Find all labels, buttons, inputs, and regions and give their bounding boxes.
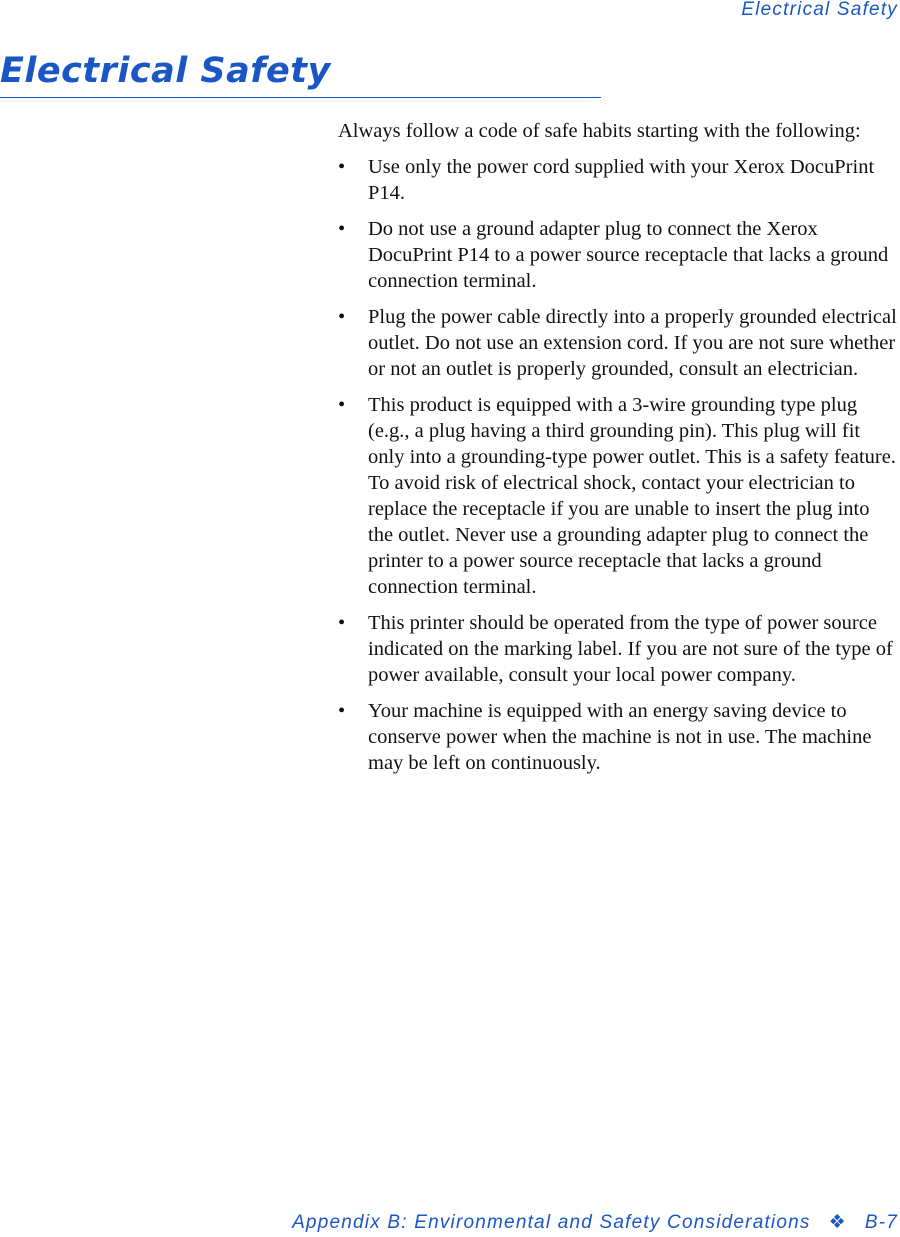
bullet-icon: • [338,612,346,634]
page-number: B-7 [864,1212,898,1233]
list-item-text: This product is equipped with a 3-wire grounding type plug (e.g., a plug having a third grounding pin). This plug will fit only into a grounding-type power outlet. This is a safety feature. To avoid risk of electrical shock, contact your electrician to replace the receptacle if you are unable to insert the plug into the outlet. Never use a grounding adapter plug to connect the printer to a power source receptacle that lacks a ground connection terminal. [368,394,896,598]
footer-section-title: Appendix B: Environmental and Safety Considerations [292,1212,811,1233]
list-item [338,610,898,688]
list-item-text: Use only the power cord supplied with your Xerox DocuPrint P14. [368,156,875,204]
running-header: Electrical Safety [741,0,898,20]
bullet-icon: • [338,218,346,240]
body-content [338,118,898,786]
safety-list [338,154,898,776]
list-item [338,304,898,382]
bullet-icon: • [338,156,346,178]
list-item-text: Your machine is equipped with an energy saving device to conserve power when the machine is not in use. The machine may be left on continuously. [368,700,872,774]
title-rule [0,97,601,98]
diamond-separator-icon: ❖ [828,1212,847,1233]
bullet-icon: • [338,394,346,416]
list-item [338,216,898,294]
bullet-icon: • [338,700,346,722]
page-title: Electrical Safety [0,51,331,91]
list-item-text: This printer should be operated from the type of power source indicated on the marking label. If you are not sure of the type of power available, consult your local power company. [368,612,893,686]
running-footer [292,1211,898,1235]
list-item-text: Do not use a ground adapter plug to connect the Xerox DocuPrint P14 to a power source receptacle that lacks a ground connection terminal. [368,218,889,292]
list-item [338,154,898,206]
intro-paragraph: Always follow a code of safe habits starting with the following: [338,120,861,142]
list-item [338,698,898,776]
list-item [338,392,898,600]
list-item-text: Plug the power cable directly into a properly grounded electrical outlet. Do not use an extension cord. If you are not sure whether or not an outlet is properly grounded, consult an electrician. [368,306,897,380]
bullet-icon: • [338,306,346,328]
